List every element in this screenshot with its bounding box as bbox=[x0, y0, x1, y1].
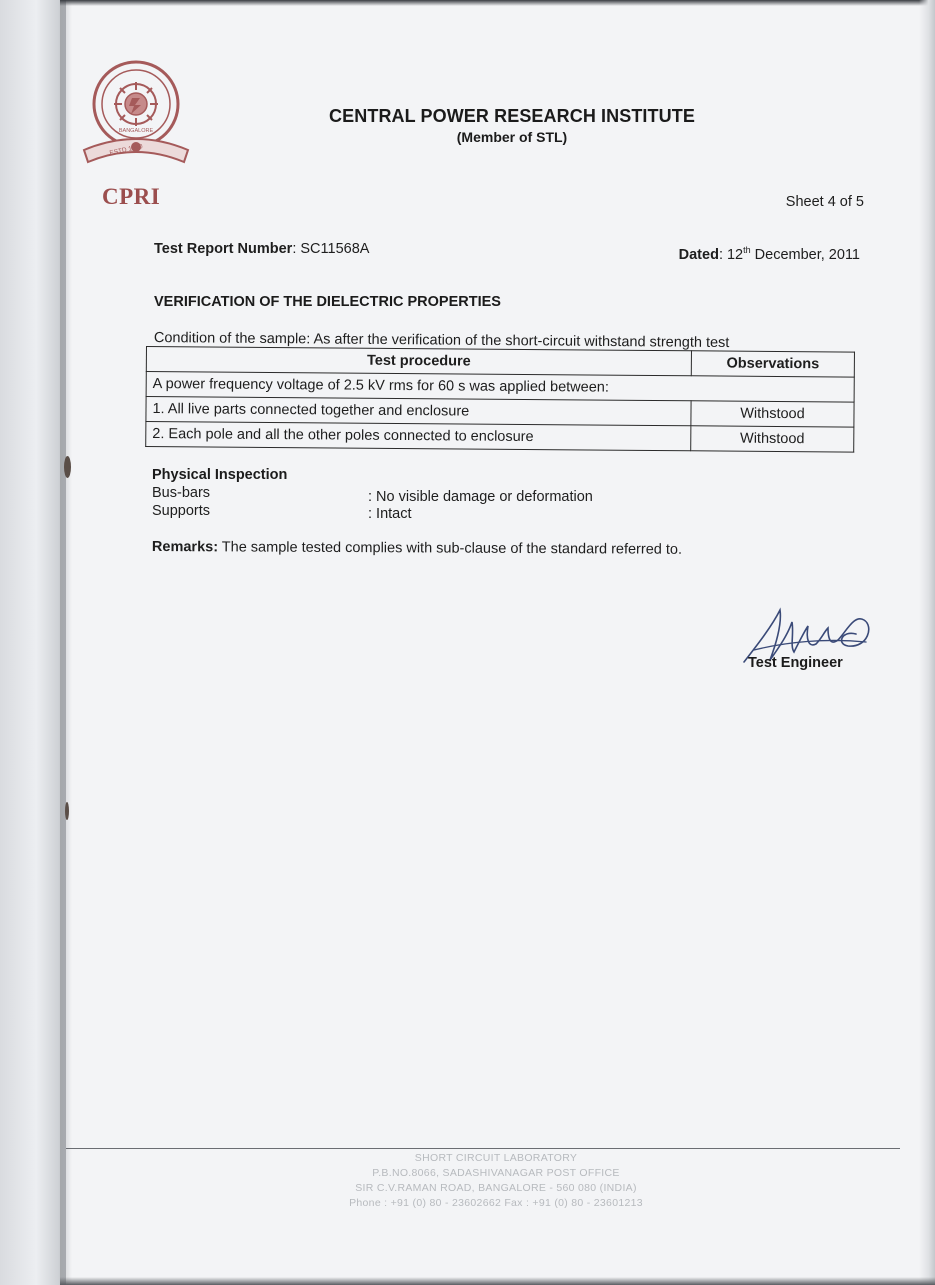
test-engineer-label: Test Engineer bbox=[748, 655, 843, 671]
date-label: Dated bbox=[678, 246, 719, 263]
date-day-suffix: th bbox=[743, 245, 751, 255]
remarks-label: Remarks: bbox=[151, 539, 219, 556]
binding-spine bbox=[0, 0, 66, 1285]
cpri-seal-logo bbox=[80, 58, 192, 178]
report-number-value: : SC11568A bbox=[292, 241, 370, 257]
document-page bbox=[66, 0, 920, 1285]
footer-address bbox=[256, 1151, 736, 1211]
footer-line: SIR C.V.RAMAN ROAD, BANGALORE - 560 080 (INDIA) bbox=[355, 1182, 637, 1194]
procedure-cell: 2. Each pole and all the other poles connected to enclosure bbox=[146, 422, 691, 451]
report-number bbox=[154, 241, 369, 257]
procedure-cell: 1. All live parts connected together and enclosure bbox=[146, 397, 691, 426]
physical-inspection-title: Physical Inspection bbox=[152, 467, 288, 483]
remarks bbox=[152, 539, 682, 558]
remarks-text: The sample tested complies with sub-clause of the standard referred to. bbox=[218, 539, 683, 558]
footer-line: SHORT CIRCUIT LABORATORY bbox=[414, 1152, 578, 1164]
report-date bbox=[626, 245, 860, 263]
section-title: VERIFICATION OF THE DIELECTRIC PROPERTIES bbox=[154, 294, 501, 310]
footer-line: Phone : +91 (0) 80 - 23602662 Fax : +91 (0) 80 - 23601213 bbox=[349, 1197, 643, 1209]
member-of: (Member of STL) bbox=[456, 129, 568, 145]
test-table-wrapper bbox=[145, 346, 854, 453]
footer-divider bbox=[66, 1148, 900, 1149]
observation-cell: Withstood bbox=[691, 401, 854, 427]
observation-cell: Withstood bbox=[691, 426, 854, 452]
inspection-value: : Intact bbox=[368, 506, 412, 522]
header-observations: Observations bbox=[691, 351, 854, 377]
date-rest: December, 2011 bbox=[750, 246, 860, 263]
sheet-number: Sheet 4 of 5 bbox=[785, 194, 864, 210]
report-number-label: Test Report Number bbox=[154, 241, 293, 257]
table-row bbox=[146, 422, 854, 453]
footer-line: P.B.NO.8066, SADASHIVANAGAR POST OFFICE bbox=[372, 1167, 620, 1179]
svg-text:ESTD 1960: ESTD 1960 bbox=[108, 143, 144, 157]
date-day: : 12 bbox=[718, 246, 744, 263]
inspection-value: : No visible damage or deformation bbox=[368, 489, 593, 505]
sample-condition: Condition of the sample: As after the verification of the short-circuit withstand strength test bbox=[153, 330, 730, 352]
header-test-procedure: Test procedure bbox=[146, 347, 691, 376]
inspection-label: Bus-bars bbox=[152, 485, 211, 501]
svg-text:BANGALORE: BANGALORE bbox=[118, 128, 154, 134]
inspection-label: Supports bbox=[152, 503, 211, 519]
procedure-cell: A power frequency voltage of 2.5 kV rms for 60 s was applied between: bbox=[146, 372, 854, 403]
test-table bbox=[145, 346, 855, 453]
right-page-edge bbox=[919, 0, 935, 1285]
cpri-logo-text: CPRI bbox=[102, 184, 161, 209]
institute-name: CENTRAL POWER RESEARCH INSTITUTE bbox=[329, 106, 695, 126]
